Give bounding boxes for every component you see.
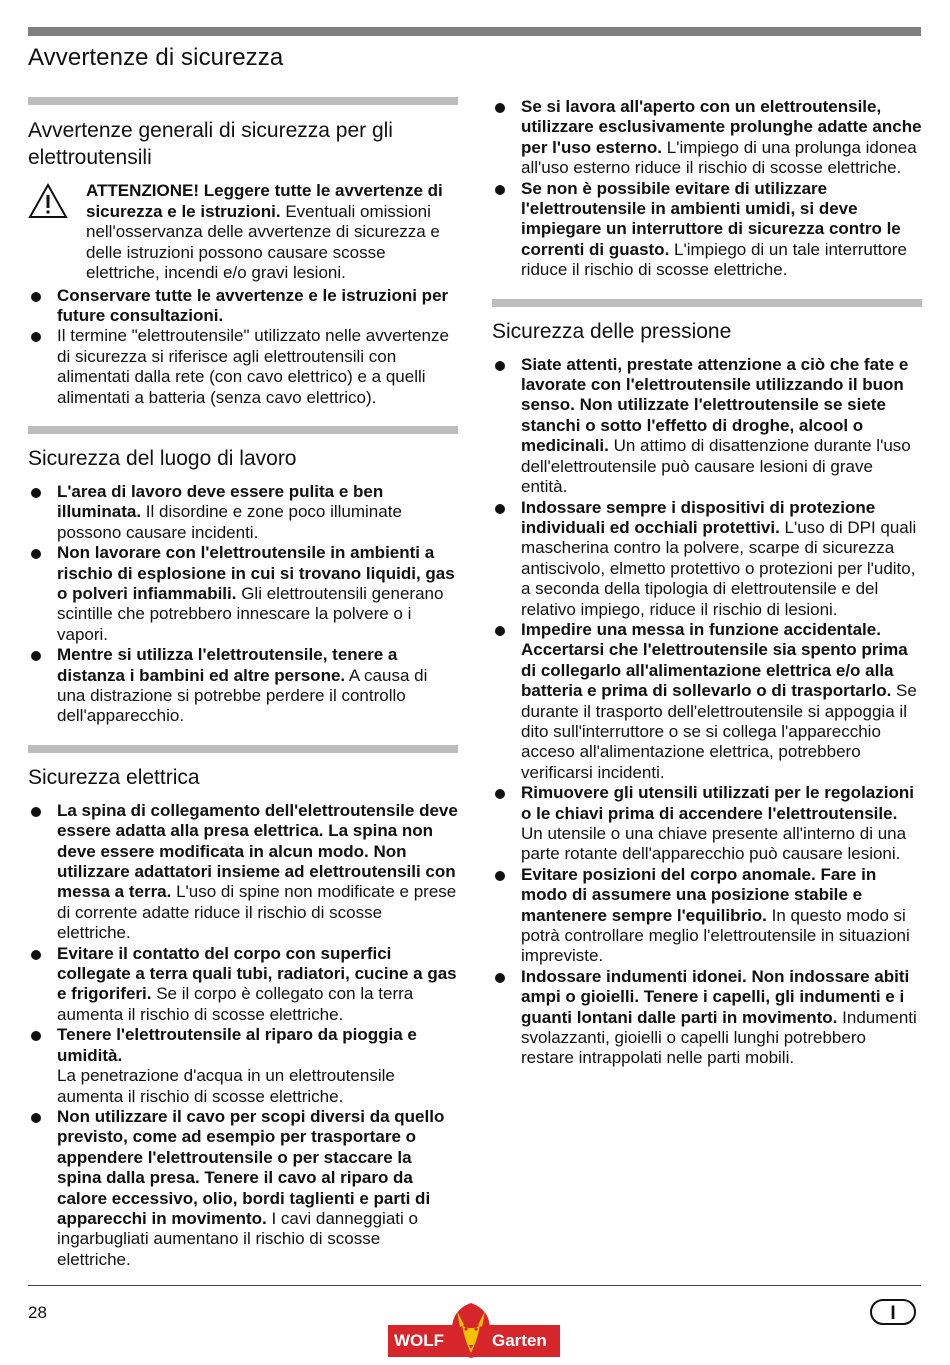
section-electrical <box>28 745 458 1270</box>
item-bold: L'area di lavoro deve essere pulita e ben illuminata. <box>57 481 384 522</box>
general-list <box>28 286 458 408</box>
list-item <box>492 865 922 967</box>
item-text: L'uso di spine non modificate e prese di corrente adatte riduce il rischio di scosse elettriche. <box>57 882 457 943</box>
page-title: Avvertenze di sicurezza <box>28 44 284 71</box>
section-rule <box>28 745 458 753</box>
item-text: Se il corpo è collegato con la terra aumenta il rischio di scosse elettriche. <box>57 984 414 1024</box>
list-item <box>28 944 458 1026</box>
list-item <box>492 620 922 783</box>
item-bold: Mentre si utilizza l'elettroutensile, tenere a distanza i bambini ed altre persone. <box>57 645 398 685</box>
warning-text <box>86 181 458 284</box>
item-text: Indumenti svolazzanti, gioielli o capelli lunghi potrebbero restare intrappolati nelle parti mobili. <box>521 1007 917 1068</box>
section-heading: Sicurezza elettrica <box>28 765 200 789</box>
item-text: In questo modo si potrà controllare meglio l'elettroutensile in situazioni impreviste. <box>521 905 910 966</box>
item-text: Un utensile o una chiave presente all'interno di una parte rotante dell'apparecchio può causare lesioni. <box>521 824 907 864</box>
item-bold: Non lavorare con l'elettroutensile in ambienti a rischio di esplosione in cui si trovano liquidi, gas o polveri infiammabili. <box>57 543 455 603</box>
section-heading: Sicurezza delle pressione <box>492 319 732 343</box>
list-item <box>28 645 458 727</box>
electrical-list-cont <box>492 97 922 281</box>
list-item <box>492 179 922 281</box>
right-column <box>492 97 922 1087</box>
item-bold: Conservare tutte le avvertenze e le istruzioni per future consultazioni. <box>57 285 449 325</box>
list-item <box>28 543 458 645</box>
item-bold: Rimuovere gli utensili utilizzati per le regolazioni o le chiavi prima di accendere l'elettroutensile. <box>521 783 914 823</box>
wolf-head-icon <box>448 1301 494 1359</box>
item-bold: Impedire una messa in funzione accidentale. Accertarsi che l'elettroutensile sia spento prima di collegarlo all'alimentazione elettrica e/o alla batteria e prima di sollevarlo o di trasportarlo. <box>521 619 908 701</box>
list-item <box>28 482 458 543</box>
section-heading: Avvertenze generali di sicurezza per gli elettroutensili <box>28 119 393 169</box>
item-text: Il termine "elettroutensile" utilizzato nelle avvertenze di sicurezza si riferisce agli elettroutensili con alimentati dalla rete (con cavo elettrico) e a quelli alimentati a batteria (senza cavo elettrico). <box>57 326 449 407</box>
personal-list <box>492 355 922 1069</box>
footer-rule <box>28 1285 921 1286</box>
item-text: Un attimo di disattenzione durante l'uso dell'elettroutensile può causare lesioni di grave entità. <box>521 436 911 497</box>
item-bold: Evitare posizioni del corpo anomale. Fare in modo di assumere una posizione stabile e mantenere sempre l'equilibrio. <box>521 864 877 925</box>
list-item <box>28 326 458 408</box>
item-text: I cavi danneggiati o ingarbugliati aumentano il rischio di scosse elettriche. <box>57 1208 418 1269</box>
list-item <box>492 783 922 865</box>
wolf-garten-logo <box>388 1301 560 1359</box>
item-text: A causa di una distrazione si potrebbe perdere il controllo dell'apparecchio. <box>57 665 428 726</box>
section-electrical-cont <box>492 97 922 281</box>
item-bold: Indossare indumenti idonei. Non indossare abiti ampi o gioielli. Tenere i capelli, gli indumenti e i guanti lontani dalle parti in movimento. <box>521 966 910 1027</box>
list-item <box>28 1025 458 1107</box>
language-badge: I <box>870 1299 916 1325</box>
item-bold: Evitare il contatto del corpo con superfici collegate a terra quali tubi, radiatori, cucine a gas e frigoriferi. <box>57 943 457 1004</box>
item-bold: Indossare sempre i dispositivi di protezione individuali ed occhiali protettivi. <box>521 497 876 537</box>
list-item <box>492 967 922 1069</box>
item-text: La penetrazione d'acqua in un elettroutensile aumenta il rischio di scosse elettriche. <box>57 1066 395 1106</box>
item-bold: Non utilizzare il cavo per scopi diversi da quello previsto, come ad esempio per trasportare o appendere l'elettroutensile o per staccare la spina dalla presa. Tenere il cavo al riparo da calore eccessivo, olio, bordi taglienti e parti di apparecchi in movimento. <box>57 1106 445 1228</box>
item-bold: Tenere l'elettroutensile al riparo da pioggia e umidità. <box>57 1025 417 1065</box>
warning-bold: ATTENZIONE! Leggere tutte le avvertenze di sicurezza e le istruzioni. <box>86 181 443 221</box>
warning-triangle-icon <box>28 181 86 224</box>
item-bold: Se si lavora all'aperto con un elettroutensile, utilizzare esclusivamente prolunghe adatte anche per l'uso esterno. <box>521 97 922 157</box>
warning-block <box>28 181 458 284</box>
section-rule <box>28 97 458 105</box>
electrical-list <box>28 801 458 1270</box>
item-bold: Siate attenti, prestate attenzione a ciò che fate e lavorate con l'elettroutensile utilizzando il buon senso. Non utilizzate l'elettroutensile se siete stanchi o sotto l'effetto di droghe, alcool o medicinali. <box>521 354 909 456</box>
item-text: L'uso di DPI quali mascherina contro la polvere, scarpe di sicurezza antiscivolo, elmetto protettivo o protezioni per l'udito, a seconda della tipologia di elettroutensile e del relativo impiego, riduce il rischio di lesioni. <box>521 517 917 619</box>
section-general <box>28 97 458 408</box>
section-heading: Sicurezza del luogo di lavoro <box>28 446 297 470</box>
workplace-list <box>28 482 458 727</box>
section-workplace <box>28 426 458 727</box>
item-bold: La spina di collegamento dell'elettroutensile deve essere adatta alla presa elettrica. La spina non deve essere modificata in alcun modo. Non utilizzare adattatori insieme ad elettroutensili con messa a terra. <box>57 800 458 902</box>
item-bold: Se non è possibile evitare di utilizzare l'elettroutensile in ambienti umidi, si deve impiegare un interruttore di sicurezza contro le correnti di guasto. <box>521 178 901 259</box>
list-item <box>492 97 922 179</box>
logo-text-garten: Garten <box>492 1331 547 1350</box>
warning-body: Eventuali omissioni nell'osservanza delle avvertenze di sicurezza e delle istruzioni possono causare scosse elettriche, incendi e/o gravi lesioni. <box>86 201 440 282</box>
list-item <box>492 498 922 620</box>
item-text: Se durante il trasporto dell'elettroutensile si appoggia il dito sull'interruttore o se si collega l'apparecchio acceso all'alimentazione elettrica, potrebbero verificarsi incidenti. <box>521 681 917 782</box>
logo-text-wolf: WOLF <box>394 1331 445 1350</box>
list-item <box>28 286 458 327</box>
list-item <box>28 1107 458 1270</box>
section-rule <box>492 299 922 307</box>
page-number: 28 <box>28 1303 47 1322</box>
item-text: L'impiego di una prolunga idonea all'uso esterno riduce il rischio di scosse elettriche. <box>521 137 917 178</box>
section-rule <box>28 426 458 434</box>
section-personal <box>492 299 922 1069</box>
item-text: Gli elettroutensili generano scintille che potrebbero innescare la polvere o i vapori. <box>57 583 444 644</box>
item-text: Il disordine e zone poco illuminate possono causare incidenti. <box>57 502 402 542</box>
list-item <box>492 355 922 498</box>
left-column <box>28 97 458 1288</box>
list-item <box>28 801 458 944</box>
item-text: L'impiego di un tale interruttore riduce il rischio di scosse elettriche. <box>521 239 907 280</box>
top-rule <box>28 27 921 36</box>
